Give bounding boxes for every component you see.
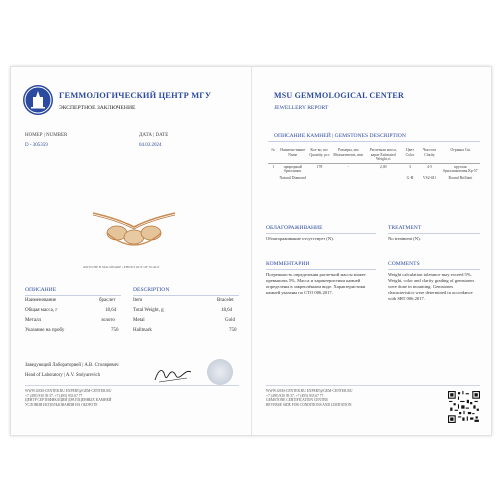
divider xyxy=(25,295,121,296)
table-cell: круглая бриллиантовая Кр-57 xyxy=(443,164,478,174)
desc-ru-label: Металл xyxy=(25,318,42,323)
table-cell: 1 xyxy=(272,164,275,169)
table-row xyxy=(268,163,480,175)
comments-text-en: Weight calculation tolerance may exceed 5%. Weight, color and clarity grading of gemstones were done in mounting. Gemstones characteristics were determined in accordance with SRT 006.2017. xyxy=(388,272,475,302)
table-header: Размеры, мм Measurements, mm xyxy=(332,147,365,163)
desc-en-value: 750 xyxy=(229,328,237,333)
number-value: D - 305359 xyxy=(25,143,48,148)
table-cell: 2,00 xyxy=(379,164,387,169)
footer-left xyxy=(25,389,111,407)
gemstones-table xyxy=(268,147,480,182)
treatment-heading-en: TREATMENT xyxy=(388,225,422,231)
date-value: 04.03.2024 xyxy=(139,143,162,148)
head-of-lab-en: Head of Laboratory | A.V. Stolyarevich xyxy=(25,373,101,378)
treatment-text-ru: Облагораживание отсутствует (N). xyxy=(266,236,334,241)
table-cell: VS2-SI1 xyxy=(422,175,437,180)
desc-ru-value: золото xyxy=(101,318,115,323)
table-cell xyxy=(268,175,278,182)
head-of-lab-ru: Заведующий Лабораторией | А.В. Столяревич xyxy=(25,363,119,368)
org-title-en: MSU GEMMOLOGICAL CENTER xyxy=(274,91,404,100)
divider xyxy=(133,295,239,296)
left-page xyxy=(11,67,251,435)
table-cell: 3 xyxy=(409,164,411,169)
desc-en-label: Metal xyxy=(133,318,145,323)
table-header: Наимено-вание Name xyxy=(278,147,307,163)
footer-line: WWW.GEM-CENTER.RU EXPERT@GEM-CENTER.RU xyxy=(266,389,353,393)
table-header: Цвет Color xyxy=(402,147,418,163)
number-label: НОМЕР | NUMBER xyxy=(25,133,68,138)
comments-text-ru: Погрешность определения расчетной массы может превышать 5%. Масса и характеристики камней определены в закреплённом виде. Характеристики камней указаны по СТО 006.2017. xyxy=(266,272,366,296)
footer-line: +7 (495) 930 39 37, +7 (495) 933 67 77 xyxy=(25,393,83,398)
divider xyxy=(388,233,480,234)
divider xyxy=(268,141,480,142)
footer-line: REVERSE SIDE FOR CONDITIONS AND LIMITATION xyxy=(266,402,352,407)
right-page xyxy=(252,67,491,435)
table-cell: природный бриллиант xyxy=(283,164,302,174)
footer-right xyxy=(266,389,352,407)
desc-en-label: Item xyxy=(133,298,143,303)
date-label: ДАТА | DATE xyxy=(139,133,169,138)
desc-ru-value: браслет xyxy=(99,298,116,303)
footer-line: УСЛОВИЯ ИСПОЛЬЗОВАНИЯ НА ОБОРОТЕ xyxy=(25,402,98,407)
signature-icon xyxy=(153,364,193,386)
description-heading-en: DESCRIPTION xyxy=(133,287,170,293)
table-cell xyxy=(307,175,332,182)
photo-caption: ФОТО НЕ В МАСШТАБЕ | PHOTO OUT OF SCALE xyxy=(83,265,160,269)
footer-line: GEMSTONE CERTIFICATION CENTER xyxy=(266,398,328,403)
table-header-row xyxy=(268,147,480,163)
comments-heading-en: COMMENTS xyxy=(388,261,420,267)
divider xyxy=(388,269,480,270)
table-cell: G-H xyxy=(406,175,414,180)
table-header: Огранка Cut xyxy=(441,147,480,163)
table-row xyxy=(268,175,480,182)
certificate-document xyxy=(10,66,492,436)
divider xyxy=(266,233,376,234)
desc-en-label: Total Weight, g xyxy=(133,308,164,313)
table-cell xyxy=(365,175,402,182)
desc-ru-label: Общая масса, г xyxy=(25,308,58,313)
gemstones-heading: ОПИСАНИЕ КАМНЕЙ | GEMSTONES DESCRIPTION xyxy=(274,133,406,139)
desc-en-label: Hallmark xyxy=(133,328,152,333)
footer-line: +7 (495) 930 39 37, +7 (495) 933 67 77 xyxy=(266,393,324,398)
desc-ru-value: 18,64 xyxy=(105,308,117,313)
table-cell: 4-5 xyxy=(426,164,433,169)
table-header: Расчетная масса, карат Estimated Weight,ct xyxy=(365,147,402,163)
desc-en-value: Bracelet xyxy=(217,298,234,303)
table-header: Чистота Clarity xyxy=(418,147,441,163)
footer-line: WWW.GEM-CENTER.RU EXPERT@GEM-CENTER.RU xyxy=(25,389,112,393)
treatment-heading-ru: ОБЛАГОРАЖИВАНИЕ xyxy=(266,225,323,231)
stamp-icon xyxy=(207,359,233,385)
treatment-text-en: No treatment (N). xyxy=(388,236,421,241)
footer-line: ЦЕНТР СЕРТИФИКАЦИИ ДРАГОЦЕННЫХ КАМНЕЙ xyxy=(25,398,112,403)
desc-ru-label: Указание на пробу xyxy=(25,328,65,333)
table-cell: Natural Diamond xyxy=(279,175,306,180)
desc-en-value: Gold xyxy=(225,318,235,323)
divider xyxy=(266,269,376,270)
table-cell: - xyxy=(347,164,349,169)
description-heading-ru: ОПИСАНИЕ xyxy=(25,287,57,293)
divider xyxy=(25,385,239,386)
msu-logo-icon xyxy=(23,85,53,115)
comments-heading-ru: КОММЕНТАРИИ xyxy=(266,261,310,267)
table-cell: Round Brilliant xyxy=(448,175,473,180)
table-cell: 178 xyxy=(316,164,323,169)
desc-ru-label: Наименование xyxy=(25,298,57,303)
table-header: Кол-во, шт. Quantity, pcs xyxy=(307,147,332,163)
org-subtitle-ru: ЭКСПЕРТНОЕ ЗАКЛЮЧЕНИЕ xyxy=(59,105,136,111)
table-cell xyxy=(332,175,365,182)
qr-code-icon xyxy=(448,391,480,423)
org-subtitle-en: JEWELLERY REPORT xyxy=(274,105,329,111)
table-header: № xyxy=(268,147,278,163)
org-title-ru: ГЕММОЛОГИЧЕСКИЙ ЦЕНТР МГУ xyxy=(59,91,212,100)
desc-en-value: 18,64 xyxy=(221,308,233,313)
desc-ru-value: 750 xyxy=(111,328,119,333)
divider xyxy=(266,385,480,386)
bracelet-photo xyxy=(89,207,179,259)
